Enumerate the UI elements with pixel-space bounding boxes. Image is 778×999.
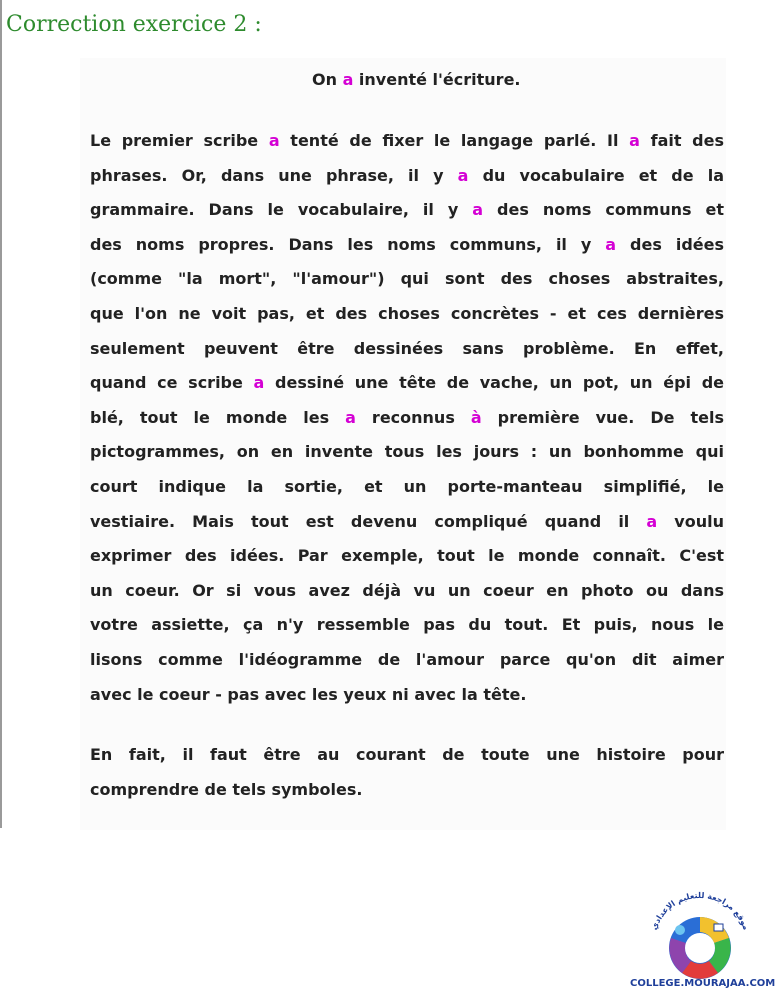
highlight-word: a (268, 131, 280, 150)
text-segment: grammaire. Dans le vocabulaire, il y (90, 200, 473, 220)
logo-arc-text: موقع مراجعة للتعليم الإعدادي (649, 890, 751, 932)
logo-center (685, 933, 715, 963)
text-segment: blé, tout le monde les (90, 407, 346, 427)
highlight-word: a (345, 407, 356, 427)
text-title (312, 70, 521, 89)
title-part: inventé l'écriture. (353, 70, 521, 89)
text-line (90, 678, 724, 713)
text-line (90, 470, 724, 505)
text-line (90, 401, 724, 436)
text-segment: pictogrammes, on en invente tous les jours : un bonhomme qui (90, 442, 724, 462)
text-segment: comprendre de tels symboles. (90, 779, 363, 799)
text-segment: exprimer des idées. Par exemple, tout le monde connaît. C'est (90, 546, 724, 566)
text-line (90, 124, 724, 159)
text-segment: vestiaire. Mais tout est devenu compliqué quand il (90, 511, 647, 531)
text-segment: du vocabulaire et de la (468, 165, 724, 185)
highlight-word: a (605, 234, 617, 254)
highlight-word: a (646, 511, 658, 531)
highlight-word: à (470, 407, 482, 427)
text-line (90, 159, 724, 194)
text-line (90, 366, 724, 401)
text-line (90, 608, 724, 643)
text-segment: fait des (639, 131, 725, 150)
highlight-word: a (342, 70, 354, 89)
logo-caption: COLLEGE.MOURAJAA.COM (630, 978, 776, 989)
text-segment: des noms propres. Dans les noms communs, il y (90, 234, 606, 254)
text-line (90, 228, 724, 263)
text-line (90, 539, 724, 574)
text-segment: dessiné une tête de vache, un pot, un épi de (264, 373, 725, 393)
text-line (90, 332, 724, 367)
text-segment: tenté de fixer le langage parlé. Il (279, 131, 630, 150)
globe-icon (675, 925, 685, 935)
text-segment: court indique la sortie, et un porte-manteau simplifié, le (90, 476, 724, 496)
text-segment: votre assiette, ça n'y ressemble pas du tout. Et puis, nous le (90, 615, 724, 635)
page-heading: Correction exercice 2 : (6, 12, 262, 37)
text-segment: voulu (657, 511, 724, 531)
text-segment: seulement peuvent être dessinées sans problème. En effet, (90, 338, 724, 358)
highlight-word: a (253, 373, 265, 393)
text-segment: lisons comme l'idéogramme de l'amour parce qu'on dit aimer (90, 649, 724, 669)
left-border-rule (0, 0, 2, 828)
title-part: On (312, 70, 343, 89)
text-segment: En fait, il faut être au courant de toute une histoire pour (90, 745, 724, 764)
text-line (90, 738, 724, 773)
text-line (90, 643, 724, 678)
highlight-word: a (457, 165, 469, 185)
text-segment: phrases. Or, dans une phrase, il y (90, 165, 458, 185)
text-segment: que l'on ne voit pas, et des choses concrètes - et ces dernières (90, 303, 724, 323)
text-segment: des idées (616, 234, 725, 254)
text-line (90, 262, 724, 297)
text-line (90, 297, 724, 332)
text-segment: (comme "la mort", "l'amour") qui sont des choses abstraites, (90, 269, 724, 289)
paragraph-conclusion (90, 738, 724, 807)
text-segment: reconnus (355, 407, 471, 427)
paragraph-main (90, 124, 724, 712)
text-segment: quand ce scribe (90, 373, 254, 393)
text-segment: Le premier scribe (90, 131, 269, 150)
text-segment: des noms communs et (483, 200, 724, 220)
text-line (90, 574, 724, 609)
book-icon (714, 924, 723, 931)
text-line (90, 193, 724, 228)
text-segment: avec le coeur - pas avec les yeux ni avec la tête. (90, 684, 527, 704)
highlight-word: a (472, 200, 484, 220)
text-segment: première vue. De tels (481, 407, 724, 427)
text-segment: un coeur. Or si vous avez déjà vu un coeur en photo ou dans (90, 580, 724, 600)
highlight-word: a (629, 131, 640, 150)
text-line (90, 505, 724, 540)
text-line (90, 435, 724, 470)
text-line (90, 773, 724, 808)
